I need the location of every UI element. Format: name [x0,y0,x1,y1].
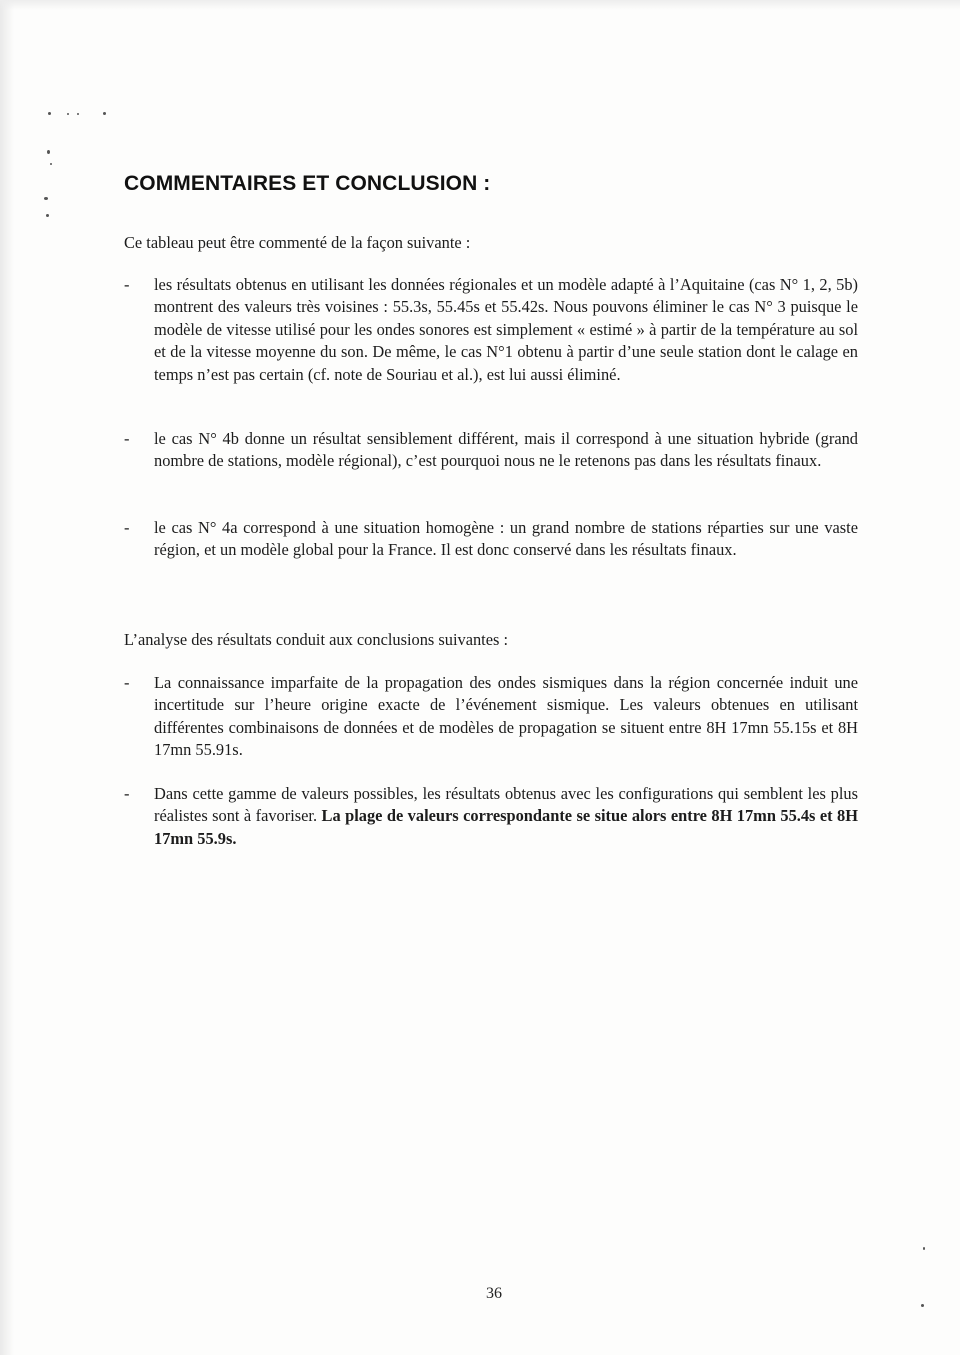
scan-speck [103,112,106,115]
scan-speck [50,163,52,165]
section-heading: COMMENTAIRES ET CONCLUSION : [124,172,491,195]
list-item-text: les résultats obtenus en utilisant les données régionales et un modèle adapté à l’Aquitaine (cas N° 1, 2, 5b) montrent des valeurs très voisines : 55.3s, 55.45s et 55.42s. Nous pouvons éliminer le cas N° 3 puisque le modèle de vitesse utilisé pour les ondes sonores est simplement « estimé » à partir de la température au sol et de la vitesse moyenne du son. De même, le cas N°1 obtenu à partir d’une seule station dont le calage en temps n’est pas certain (cf. note de Souriau et al.), est lui aussi éliminé. [154,275,858,384]
scan-speck [44,197,48,200]
intro-paragraph: Ce tableau peut être commenté de la façon suivante : [124,233,471,252]
scan-speck [921,1304,924,1307]
list-item-text-regular: Dans cette gamme de valeurs possibles, les résultats obtenus avec les configurations qui semblent les plus réalistes sont à favoriser. [154,784,858,826]
bullet-dash: - [124,673,130,692]
scan-speck [46,214,49,217]
conclusion-bold-text: La plage de valeurs correspondante se situe alors entre 8H 17mn 55.4s et 8H 17mn 55.9s. [154,806,858,848]
scan-speck [47,150,50,154]
scan-edge-shadow [0,0,960,10]
bullet-dash: - [124,429,130,448]
page-number: 36 [486,1285,502,1302]
scan-speck [48,112,51,115]
bullet-dash: - [124,518,130,537]
list-item-text: La connaissance imparfaite de la propagation des ondes sismiques dans la région concernée induit une incertitude sur l’heure origine exacte de l’événement sismique. Les valeurs obtenues en utilisant différentes combinaisons de données et de modèles de propagation se situent entre 8H 17mn 55.15s et 8H 17mn 55.91s. [154,673,858,760]
analysis-intro-paragraph: L’analyse des résultats conduit aux conclusions suivantes : [124,630,509,649]
scan-speck [67,113,69,115]
list-item-text: le cas N° 4b donne un résultat sensiblement différent, mais il correspond à une situation hybride (grand nombre de stations, modèle régional), c’est pourquoi nous ne le retenons pas dans les résultats finaux. [154,429,858,471]
list-item-text: le cas N° 4a correspond à une situation homogène : un grand nombre de stations réparties sur une vaste région, et un modèle global pour la France. Il est donc conservé dans les résultats finaux. [154,518,858,560]
scan-speck [923,1247,925,1250]
bullet-dash: - [124,275,130,294]
bullet-dash: - [124,784,130,803]
scan-speck [77,113,79,115]
list-item-text [154,783,858,850]
scan-edge-shadow [0,0,14,1355]
